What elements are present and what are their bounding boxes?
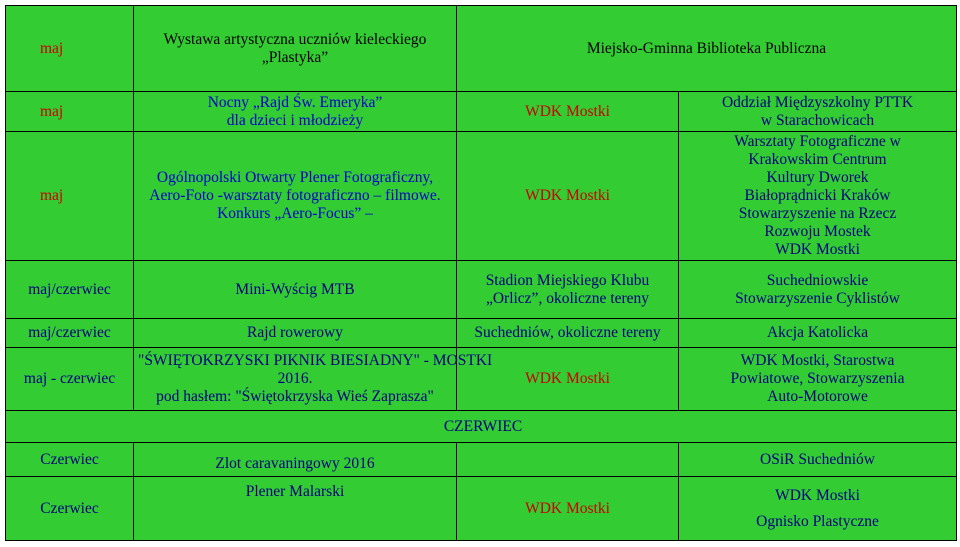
organizer-line: w Starachowicach: [760, 111, 875, 129]
place-cell: WDK Mostki: [457, 477, 679, 541]
place-line: Stadion Miejskiego Klubu: [485, 271, 650, 289]
organizer-line: Ognisko Plastyczne: [756, 512, 879, 530]
organizer-line: Stowarzyszenie na Rzecz: [738, 205, 897, 222]
section-heading: CZERWIEC: [6, 411, 957, 443]
event-cell: Plener Malarski: [134, 477, 457, 541]
organizer-line: Krakowskim Centrum: [748, 151, 887, 168]
place-cell: Suchedniów, okoliczne tereny: [457, 319, 679, 348]
event-cell: Mini-Wyścig MTB: [134, 261, 457, 319]
organizer-line: Kultury Dworek: [766, 169, 869, 186]
organizer-cell: Akcja Katolicka: [679, 319, 957, 348]
table-row: [6, 92, 957, 132]
event-line: 2016.: [277, 370, 313, 387]
place-cell: WDK Mostki: [457, 348, 679, 411]
month-cell: maj: [6, 92, 134, 132]
place-cell: [457, 261, 679, 319]
event-line: Konkurs „Aero-Focus” –: [217, 205, 373, 222]
events-schedule-table: [5, 5, 957, 541]
month-cell: maj/czerwiec: [6, 319, 134, 348]
organizer-line: Rozwoju Mostek: [764, 223, 871, 240]
table-row: [6, 411, 957, 443]
table-row: [6, 443, 957, 477]
month-cell: maj - czerwiec: [6, 348, 134, 411]
organizer-line: Warsztaty Fotograficzne w: [734, 133, 901, 150]
event-line: Nocny „Rajd Św. Emeryka”: [207, 93, 383, 111]
organizer-cell: [679, 92, 957, 132]
organizer-line: Powiatowe, Stowarzyszenia: [730, 370, 905, 387]
organizer-cell: Miejsko-Gminna Biblioteka Publiczna: [457, 6, 957, 92]
table-row: [6, 319, 957, 348]
organizer-cell: OSiR Suchedniów: [679, 443, 957, 477]
table-row: [6, 6, 957, 92]
organizer-line: WDK Mostki, Starostwa: [740, 352, 895, 369]
event-cell: [134, 348, 493, 411]
month-cell: maj/czerwiec: [6, 261, 134, 319]
event-line: dla dzieci i młodzieży: [226, 111, 364, 129]
place-cell: WDK Mostki: [457, 132, 679, 261]
event-line: "ŚWIĘTOKRZYSKI PIKNIK BIESIADNY" - MOSTKI: [138, 352, 493, 369]
month-cell: Czerwiec: [6, 443, 134, 477]
event-cell: Rajd rowerowy: [134, 319, 457, 348]
event-cell: Zlot caravaningowy 2016: [134, 443, 457, 477]
event-line: pod hasłem: "Świętokrzyska Wieś Zaprasza": [156, 388, 434, 405]
organizer-cell: [679, 261, 957, 319]
organizer-line: Stowarzyszenie Cyklistów: [735, 289, 900, 307]
organizer-line: Białoprądnicki Kraków: [744, 187, 891, 204]
organizer-line: Oddział Międzyszkolny PTTK: [721, 93, 914, 111]
table-row: [6, 132, 957, 261]
organizer-line: Auto-Motorowe: [767, 388, 868, 405]
table-row: [6, 348, 957, 411]
table-row: [6, 477, 957, 541]
event-cell: [134, 92, 457, 132]
organizer-cell: [679, 132, 957, 261]
organizer-cell: [679, 348, 957, 411]
organizer-cell: [679, 477, 957, 541]
table-row: [6, 261, 957, 319]
event-line: Ogólnopolski Otwarty Plener Fotograficzny,: [156, 169, 434, 186]
event-cell: Wystawa artystyczna uczniów kieleckiego „Plastyka”: [134, 6, 457, 92]
event-line: Aero-Foto -warsztaty fotograficzno – filmowe.: [149, 187, 441, 204]
month-cell: Czerwiec: [6, 477, 134, 541]
place-line: „Orlicz”, okoliczne tereny: [485, 289, 650, 307]
month-cell: maj: [6, 6, 134, 92]
organizer-line: WDK Mostki: [775, 486, 860, 504]
month-cell: maj: [6, 132, 134, 261]
organizer-line: [683, 505, 952, 513]
event-cell: [134, 132, 457, 261]
place-cell: [457, 443, 679, 477]
place-cell: WDK Mostki: [457, 92, 679, 132]
organizer-line: WDK Mostki: [775, 241, 860, 258]
organizer-line: Suchedniowskie: [766, 271, 869, 289]
